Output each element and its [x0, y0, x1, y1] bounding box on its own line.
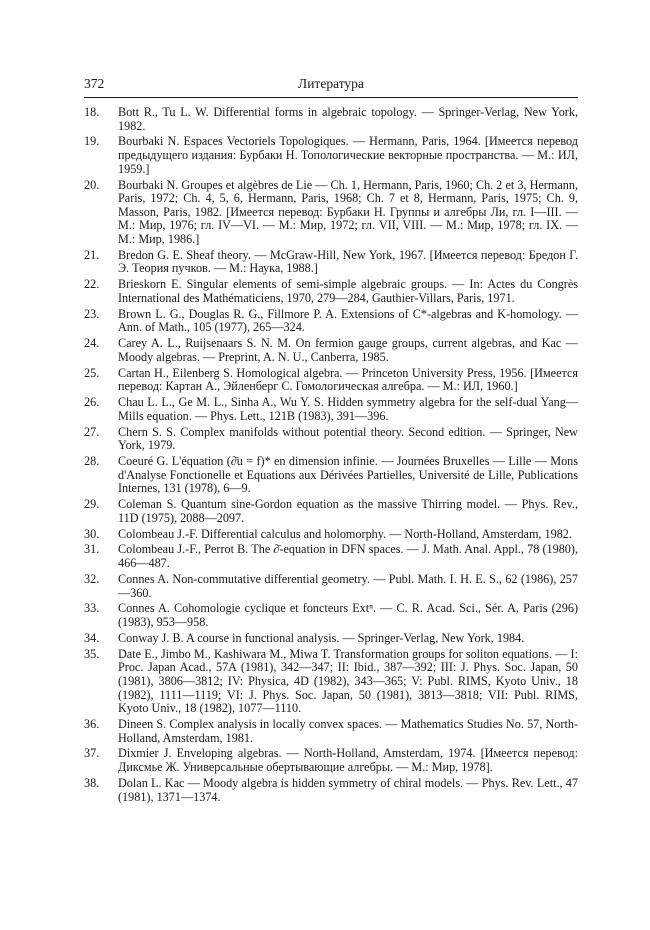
reference-item — [84, 718, 578, 745]
reference-item — [84, 106, 578, 133]
reference-item — [84, 278, 578, 305]
reference-number: 23. — [84, 306, 100, 321]
reference-text: Carey A. L., Ruijsenaars S. N. M. On fermion gauge groups, current algebras, and Kac — Moody algebras. — Preprint, A. N. U., Canberra, 1985. — [118, 336, 578, 364]
reference-item — [84, 543, 578, 570]
reference-number: 32. — [84, 571, 100, 586]
reference-text: Colombeau J.-F., Perrot B. The ∂̄-equation in DFN spaces. — J. Math. Anal. Appl., 78 (1980), 466—487. — [118, 542, 578, 571]
reference-text: Colombeau J.-F. Differential calculus and holomorphy. — North-Holland, Amsterdam, 1982. — [118, 526, 572, 541]
reference-text: Coleman S. Quantum sine-Gordon equation as the massive Thirring model. — Phys. Rev., 11D (1975), 2088—2097. — [118, 497, 578, 525]
reference-number: 22. — [84, 277, 100, 292]
running-header — [84, 76, 578, 92]
reference-list — [84, 106, 578, 806]
reference-number: 35. — [84, 646, 100, 661]
reference-number: 34. — [84, 630, 100, 645]
reference-text: Bredon G. E. Sheaf theory. — McGraw-Hill, New York, 1967. [Имеется перевод: Бредон Г. Э. Теория пучков. — М.: Наука, 1988.] — [118, 247, 578, 276]
reference-item — [84, 179, 578, 247]
reference-text: Brown L. G., Douglas R. G., Fillmore P. A. Extensions of C*-algebras and K-homology. — Ann. of Math., 105 (1977), 265—324. — [118, 306, 578, 335]
reference-number: 38. — [84, 775, 100, 790]
reference-number: 31. — [84, 542, 100, 557]
reference-text: Connes A. Cohomologie cyclique et foncteurs Extⁿ. — C. R. Acad. Sci., Sér. A, Paris (296) (1983), 953—958. — [118, 601, 578, 629]
reference-text: Date E., Jimbo M., Kashiwara M., Miwa T. Transformation groups for soliton equations. — I: Proc. Japan Acad., 57A (1981), 342—347; II: Ibid., 387—392; III: J. Phys. Soc. Japan, 50 (1981), 3806—3812; IV: Physica, 4D (1982), 343—365; V: Publ. RIMS, Kyoto Univ., 18 (1982), 1111—1119; VI: J. Phys. Soc. Japan, 50 (1981), 3813—3818; VII: Publ. RIMS, Kyoto Univ., 18 (1982), 1077—1110. — [118, 646, 578, 716]
reference-number: 18. — [84, 105, 100, 119]
reference-number: 29. — [84, 497, 100, 512]
reference-item — [84, 573, 578, 600]
reference-text: Chern S. S. Complex manifolds without potential theory. Second edition. — Springer, New York, 1979. — [118, 424, 578, 453]
section-title: Литература — [298, 76, 364, 91]
reference-number: 37. — [84, 746, 100, 761]
reference-number: 24. — [84, 336, 100, 351]
reference-number: 26. — [84, 395, 100, 410]
reference-number: 27. — [84, 424, 100, 439]
page-number: 372 — [84, 76, 105, 91]
reference-text: Brieskorn E. Singular elements of semi-simple algebraic groups. — In: Actes du Congrès International des Mathématiciens, 1970, 279—284, Gauthier-Villars, Paris, 1971. — [118, 277, 578, 305]
reference-item — [84, 367, 578, 394]
reference-text: Cartan H., Eilenberg S. Homological algebra. — Princeton University Press, 1956. [Имеется перевод: Картан А., Эйленберг С. Гомологическая алгебра. — М.: ИЛ, 1960.] — [118, 365, 578, 394]
reference-text: Dolan L. Kac — Moody algebra is hidden symmetry of chiral models. — Phys. Rev. Lett., 47 (1981), 1371—1374. — [118, 775, 578, 804]
reference-item — [84, 632, 578, 646]
header-rule — [84, 97, 578, 98]
reference-item — [84, 528, 578, 542]
reference-text: Bourbaki N. Groupes et algèbres de Lie — Ch. 1, Hermann, Paris, 1960; Ch. 2 et 3, Hermann, Paris, 1972; Ch. 4, 5, 6, Hermann, Paris, 1968; Ch. 7 et 8, Hermann, Paris, 1975; Ch. 9, Masson, Paris, 1982. [Имеется перевод: Бурбаки Н. Группы и алгебры Ли, гл. I—III. — М.: Мир, 1976; гл. IV—VI. — М.: Мир, 1972; гл. VII, VIII. — М.: Мир, 1978; гл. IX. — М.: Мир, 1986.] — [118, 177, 578, 246]
reference-item — [84, 455, 578, 496]
reference-number: 30. — [84, 526, 100, 541]
reference-item — [84, 747, 578, 774]
reference-number: 36. — [84, 717, 100, 731]
reference-item — [84, 249, 578, 276]
reference-item — [84, 602, 578, 629]
reference-number: 25. — [84, 365, 100, 380]
reference-text: Connes A. Non-commutative differential geometry. — Publ. Math. I. H. E. S., 62 (1986), 257—360. — [118, 571, 578, 600]
reference-item — [84, 426, 578, 453]
reference-item — [84, 135, 578, 176]
reference-text: Coeuré G. L'équation (∂̄u = f)* en dimension infinie. — Journées Bruxelles — Lille — Mons d'Analyse Fonctionelle et Equations aux Dérivées Partielles, Université de Lille, Publications Internes, 131 (1978), 6—9. — [118, 454, 578, 496]
reference-item — [84, 648, 578, 716]
reference-number: 21. — [84, 247, 100, 262]
reference-text: Chau L. L., Ge M. L., Sinha A., Wu Y. S. Hidden symmetry algebra for the self-dual Yang—Mills equation. — Phys. Lett., 121B (1983), 391—396. — [118, 395, 578, 423]
reference-text: Bourbaki N. Espaces Vectoriels Topologiques. — Hermann, Paris, 1964. [Имеется перевод предыдущего издания: Бурбаки Н. Топологические векторные пространства. — М.: ИЛ, 1959.] — [118, 134, 578, 176]
reference-item — [84, 308, 578, 335]
reference-text: Bott R., Tu L. W. Differential forms in algebraic topology. — Springer-Verlag, New York, 1982. — [118, 105, 578, 133]
reference-item — [84, 498, 578, 525]
reference-item — [84, 777, 578, 804]
reference-text: Dineen S. Complex analysis in locally convex spaces. — Mathematics Studies No. 57, North-Holland, Amsterdam, 1981. — [118, 717, 578, 745]
reference-item — [84, 396, 578, 423]
reference-number: 20. — [84, 177, 100, 192]
reference-text: Dixmier J. Enveloping algebras. — North-Holland, Amsterdam, 1974. [Имеется перевод: Диксмье Ж. Универсальные обертывающие алгебры. — М.: Мир, 1978]. — [118, 746, 578, 775]
reference-number: 33. — [84, 601, 100, 616]
reference-number: 19. — [84, 134, 100, 149]
reference-text: Conway J. B. A course in functional analysis. — Springer-Verlag, New York, 1984. — [118, 630, 525, 645]
reference-number: 28. — [84, 454, 100, 469]
reference-item — [84, 337, 578, 364]
